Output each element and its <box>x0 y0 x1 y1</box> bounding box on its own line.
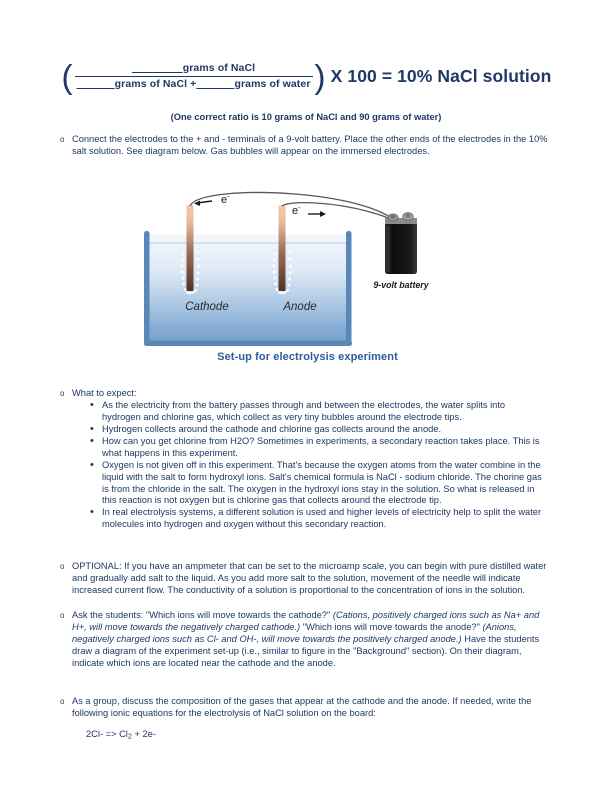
fraction-denominator <box>75 77 313 90</box>
outline-group-3 <box>46 561 551 597</box>
list-item <box>76 507 546 531</box>
bullet-marker: o <box>60 562 65 571</box>
answer-cathode-text: (Cations, positively charged ions such as Na+ and H+, will move towards the negatively charged cathode.) <box>72 610 540 632</box>
close-paren: ) <box>314 58 326 95</box>
formula-right-side: X 100 = 10% NaCl solution <box>330 65 552 86</box>
answer-anode-text: (Anions, negatively charged ions such as Cl- and OH-, will move towards the positively charged anode.) <box>72 621 517 644</box>
outline-group-1 <box>46 134 551 158</box>
sub-bullet-marker: • <box>90 398 94 411</box>
list-item <box>46 388 551 400</box>
list-item <box>76 436 546 460</box>
electrolysis-setup-diagram <box>135 188 480 373</box>
outline-group-5 <box>46 696 551 720</box>
wire-cathode-to-battery <box>190 193 388 217</box>
equation-right: + 2e- <box>131 729 156 739</box>
electron-label-left: e- <box>221 194 230 206</box>
list-item <box>46 561 551 597</box>
numerator-text: grams of NaCl <box>182 62 256 75</box>
bullet-marker: o <box>60 135 65 144</box>
denominator-text-1: grams of NaCl + <box>114 77 197 90</box>
denominator-blank-1: ______ <box>76 77 115 90</box>
outline-group-2 <box>46 388 551 531</box>
list-item-text: What to expect: <box>72 388 137 398</box>
formula-row <box>61 58 552 95</box>
list-item <box>76 424 546 436</box>
ionic-equation <box>86 729 156 741</box>
beaker <box>144 231 352 346</box>
sub-bullet-marker: • <box>90 458 94 471</box>
sub-bullet-marker: • <box>90 422 94 435</box>
battery-label: 9-volt battery <box>373 280 429 290</box>
numerator-blank: ________ <box>131 62 183 75</box>
sub-bullet-marker: • <box>90 434 94 447</box>
bullet-marker: o <box>60 697 65 706</box>
list-item-text <box>72 610 551 670</box>
nacl-percentage-formula <box>0 58 612 95</box>
list-item-text: How can you get chlorine from H2O? Sometimes in experiments, a secondary reaction takes place. This is what happens in this experiment. <box>102 435 540 458</box>
denominator-text-2: grams of water <box>234 77 311 90</box>
bullet-marker: o <box>60 611 65 620</box>
open-paren: ( <box>61 58 73 95</box>
electron-arrow-right <box>308 211 326 217</box>
list-item <box>46 610 551 670</box>
equation-subscript: 2 <box>127 731 132 741</box>
electron-label-right: e- <box>292 205 301 217</box>
question-anode-text: "Which ions will move towards the anode?" <box>300 621 483 632</box>
cathode-label: Cathode <box>185 301 229 313</box>
battery <box>385 213 417 274</box>
list-item-text: OPTIONAL: If you have an ampmeter that can be set to the microamp scale, you can begin with pure distilled water and gradually add salt to the liquid. As you add more salt to the solution, movement of the needle will indicate increased current flow. The conductivity of a solution is proportional to the concentration of ions in the solution. <box>72 561 547 595</box>
ratio-note: (One correct ratio is 10 grams of NaCl and 90 grams of water) <box>170 112 442 122</box>
equation-left: 2Cl- => Cl <box>86 729 128 739</box>
sub-bullet-marker: • <box>90 506 94 519</box>
list-item <box>46 696 551 720</box>
question-cathode-text: Ask the students: "Which ions will move towards the cathode?" <box>72 610 333 620</box>
list-item-text: Hydrogen collects around the cathode and chlorine gas collects around the anode. <box>102 423 442 434</box>
bullet-marker: o <box>60 389 65 398</box>
list-item <box>76 400 546 424</box>
fraction-numerator <box>75 62 313 75</box>
sub-list <box>76 400 546 531</box>
diagram-caption: Set-up for electrolysis experiment <box>217 351 398 363</box>
list-item <box>46 134 551 158</box>
list-item-text: In real electrolysis systems, a different solution is used and higher levels of electricity help to split the water molecules into hydrogen and oxygen without this secondary reaction. <box>102 507 542 530</box>
electron-arrow-left <box>194 201 212 207</box>
diagram-svg <box>135 188 480 353</box>
anode-label: Anode <box>283 301 317 313</box>
list-item <box>76 460 546 508</box>
list-item-text: Oxygen is not given off in this experiment. That's because the oxygen atoms from the water combine in the liquid with the salt to form hydroxyl ions. Salt's chemical formula is NaCl - sodium chloride. The chorine gas is from the chloride in the salt. The oxygen in the hydroxyl ions stay in the solution. So what is released in this reaction is not oxygen but is chlorine gas that collects around the electrode tip. <box>102 459 542 506</box>
denominator-blank-2: ______ <box>196 77 235 90</box>
formula-fraction <box>75 62 313 89</box>
list-item-text: As the electricity from the battery passes through and between the electrodes, the water splits into hydrogen and chlorine gas, which collect as very tiny bubbles around the electrode tips. <box>102 399 506 422</box>
list-item-text: Connect the electrodes to the + and - terminals of a 9-volt battery. Place the other ends of the electrodes in the 10% salt solution. See diagram below. Gas bubbles will appear on the immersed electrodes. <box>72 134 548 156</box>
outline-group-4 <box>46 610 551 670</box>
draw-diagram-text: Have the students draw a diagram of the experiment set-up (i.e., similar to figure in the "Background" section). On their diagram, indicate which ions are located near the cathode and the anode. <box>72 633 540 668</box>
list-item-text: As a group, discuss the composition of the gases that appear at the cathode and the anode. If needed, write the following ionic equations for the electrolysis of NaCl solution on the board: <box>72 696 532 718</box>
